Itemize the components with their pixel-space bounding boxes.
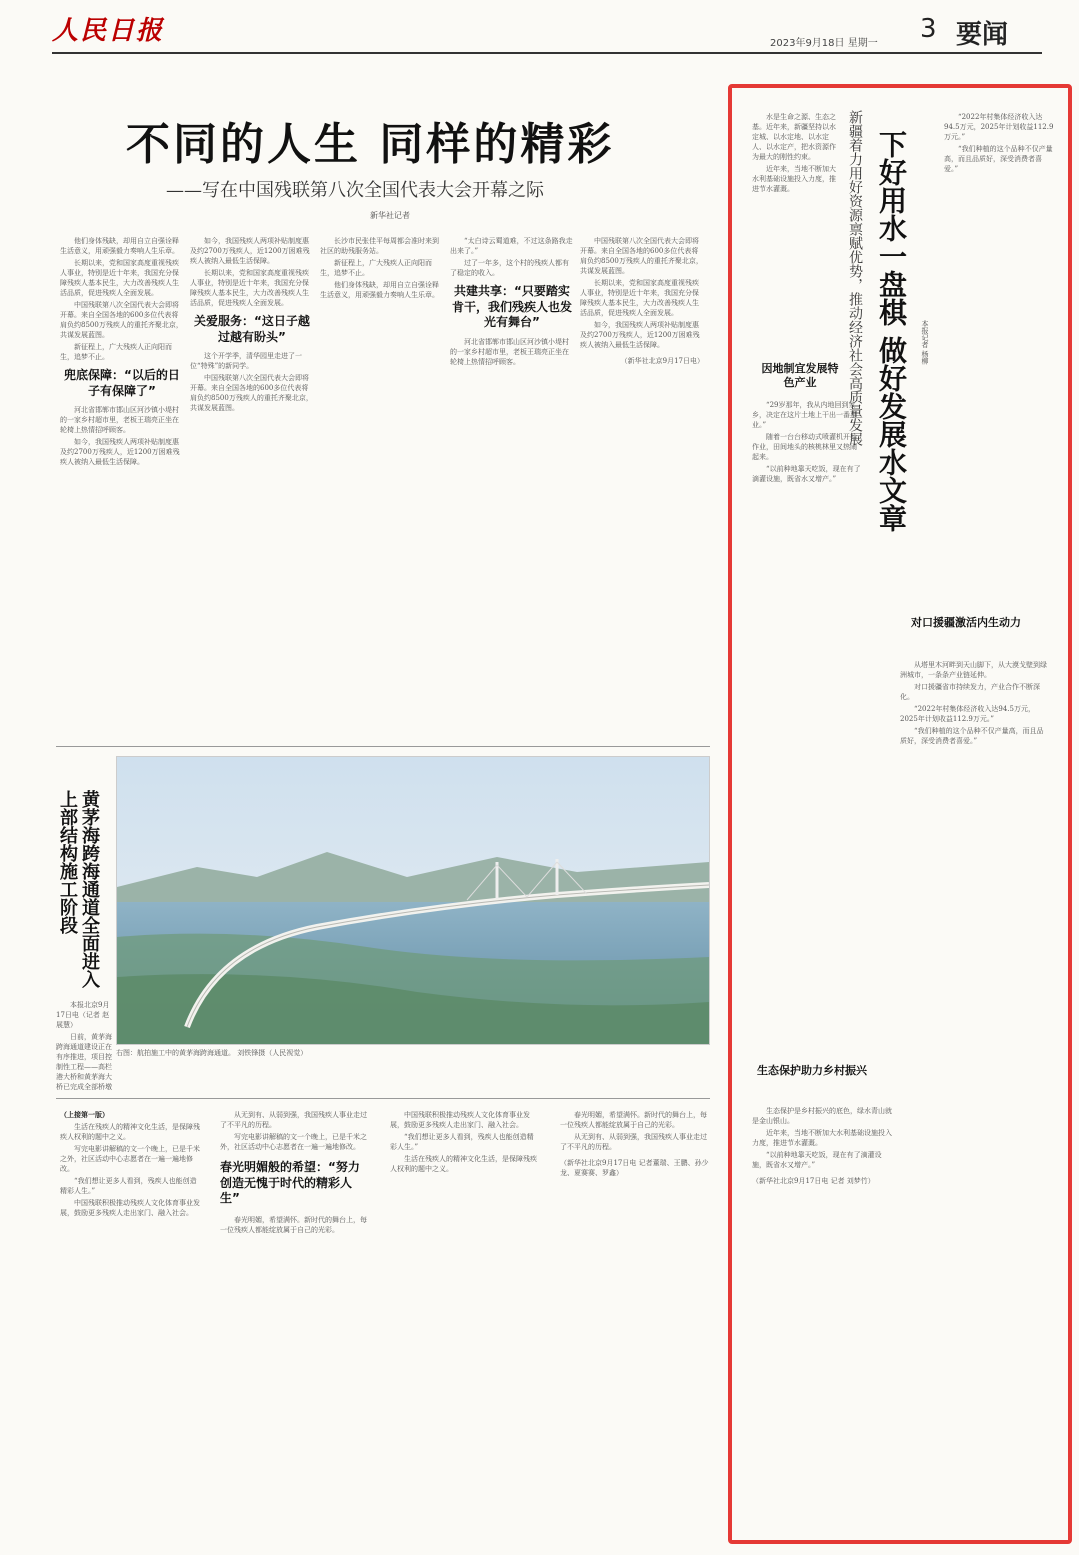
continued-column-2 bbox=[220, 1110, 370, 1540]
paragraph: 长沙市民张佳平每周都会准时来到社区的助残服务站。 bbox=[320, 237, 439, 255]
paragraph: 如今，我国残疾人两项补贴制度惠及约2700万残疾人，近1200万困难残疾人被纳入最低生活保障。 bbox=[60, 438, 180, 467]
continued-sign: （新华社北京9月17日电 记者董瑞、王鹏、孙少龙、夏赛赛、罗鑫） bbox=[560, 1159, 709, 1177]
right-column-top-1 bbox=[752, 112, 842, 382]
paragraph: 近年来，当地不断加大水利基础设施投入力度，推进节水灌溉。 bbox=[752, 1129, 892, 1147]
lead-subhead-1: 兜底保障：“以后的日子有保障了” bbox=[64, 368, 180, 398]
paragraph: 春光明媚，希望满怀。新时代的舞台上，每一位残疾人都能绽放属于自己的光彩。 bbox=[220, 1215, 367, 1234]
paragraph: 中国残联第八次全国代表大会即将开幕。来自全国各地的600多位代表将肩负约8500万残疾人的重托齐聚北京，共谋发展蓝图。 bbox=[580, 237, 703, 275]
photo-story-title[interactable]: 黄茅海跨海通道全面进入上部结构施工阶段 bbox=[57, 790, 100, 988]
paragraph: 随着一台台移动式喷灌机开始作业，田间地头的核桃林里又热闹起来。 bbox=[752, 433, 857, 461]
lead-article-sign: （新华社北京9月17日电） bbox=[620, 357, 704, 365]
photo-story-body bbox=[56, 1000, 114, 1090]
paragraph: 长期以来，党和国家高度重视残疾人事业，特别是近十年来，我国充分保障残疾人基本民生，大力改善残疾人生活品质，促进残疾人全面发展。 bbox=[580, 279, 699, 317]
paragraph: 如今，我国残疾人两项补贴制度惠及约2700万残疾人，近1200万困难残疾人被纳入最低生活保障。 bbox=[580, 321, 700, 349]
right-article-sign: （新华社北京9月17日电 记者 刘梦竹） bbox=[752, 1177, 875, 1185]
right-column-mid-1 bbox=[752, 400, 862, 1040]
paragraph: 写完电影讲解稿的文一个晚上，已是千米之外，社区活动中心志愿者在一遍一遍地修改。 bbox=[220, 1133, 367, 1151]
lead-subhead-2: 关爱服务：“这日子越过越有盼头” bbox=[194, 314, 310, 344]
paragraph: 中国残联积极推动残疾人文化体育事业发展，鼓励更多残疾人走出家门、融入社会。 bbox=[60, 1199, 200, 1217]
paragraph: “我们想让更多人看到，残疾人也能创造精彩人生。” bbox=[60, 1177, 197, 1195]
lead-article-byline: 新华社记者 bbox=[370, 211, 410, 220]
paragraph: 河北省邯郸市邯山区河沙镇小堤村的一家乡村超市里，老板王瑞亮正坐在轮椅上热情招呼顾客。 bbox=[450, 337, 569, 366]
paragraph: 中国残联积极推动残疾人文化体育事业发展，鼓励更多残疾人走出家门、融入社会。 bbox=[390, 1111, 530, 1129]
paragraph: 近年来，当地不断加大水利基础设施投入力度，推进节水灌溉。 bbox=[752, 165, 836, 193]
lead-article-subtitle: ——写在中国残联第八次全国代表大会开幕之际 bbox=[166, 180, 544, 201]
paragraph: 他们身体残缺，却用自立自强诠释生活意义，用顽强毅力奏响人生乐章。 bbox=[60, 237, 179, 255]
bridge-photo-illustration bbox=[117, 757, 709, 1044]
paragraph: 这个开学季，清华园里走进了一位“特殊”的新同学。 bbox=[190, 352, 302, 371]
paragraph: 过了一年多，这个村的残疾人都有了稳定的收入。 bbox=[450, 259, 569, 277]
lead-column-3 bbox=[320, 236, 444, 746]
section-divider bbox=[56, 746, 710, 747]
right-column-mid-2 bbox=[900, 660, 1050, 1530]
photo-caption: 右图：航拍施工中的黄茅海跨海通道。 刘铁锋摄（人民视觉） bbox=[116, 1049, 308, 1057]
lead-column-1 bbox=[60, 236, 184, 746]
paragraph: “2022年村集体经济收入达94.5万元，2025年计划收益112.9万元。” bbox=[900, 705, 1035, 723]
right-article-byline: 本报记者 杨柳 bbox=[921, 320, 929, 365]
issue-date: 2023年9月18日 星期一 bbox=[770, 38, 878, 49]
continued-head: （上接第一版） bbox=[60, 1110, 109, 1119]
continued-column-4 bbox=[560, 1110, 710, 1540]
paragraph: 他们身体残缺，却用自立自强诠释生活意义，用顽强毅力奏响人生乐章。 bbox=[320, 281, 439, 299]
paragraph: “我们种植的这个品种不仅产量高，而且品质好，深受消费者喜爱。” bbox=[900, 727, 1044, 745]
continued-column-1 bbox=[60, 1110, 200, 1540]
paragraph: “2022年村集体经济收入达94.5万元，2025年计划收益112.9万元。” bbox=[944, 113, 1054, 141]
paragraph: 从塔里木河畔到天山脚下，从大漠戈壁到绿洲城市，一条条产业链延伸。 bbox=[900, 661, 1047, 679]
paragraph: 中国残联第八次全国代表大会即将开幕。来自全国各地的600多位代表将肩负约8500万残疾人的重托齐聚北京，共谋发展蓝图。 bbox=[60, 301, 183, 339]
paragraph: 如今，我国残疾人两项补贴制度惠及约2700万残疾人，近1200万困难残疾人被纳入最低生活保障。 bbox=[190, 237, 310, 265]
paragraph: “太白诗云蜀道难，不过这条路我走出来了。” bbox=[450, 237, 573, 255]
right-column-bottom bbox=[752, 1106, 892, 1526]
masthead-rule bbox=[52, 52, 1042, 54]
paragraph: 生态保护是乡村振兴的底色，绿水青山就是金山银山。 bbox=[752, 1107, 892, 1125]
paragraph: 本报北京9月17日电（记者 赵展慧） bbox=[56, 1001, 110, 1029]
lead-column-2 bbox=[190, 236, 314, 746]
paragraph: 生活在残疾人的精神文化生活，是保障残疾人权利的题中之义。 bbox=[390, 1155, 537, 1173]
paragraph: 写完电影讲解稿的文一个晚上，已是千米之外，社区活动中心志愿者在一遍一遍地修改。 bbox=[60, 1145, 200, 1173]
paragraph: 中国残联第八次全国代表大会即将开幕。来自全国各地的600多位代表将肩负约8500万残疾人的重托齐聚北京，共谋发展蓝图。 bbox=[190, 374, 313, 413]
lead-column-5 bbox=[580, 236, 704, 746]
right-column-top-2 bbox=[944, 112, 1054, 612]
right-article-title[interactable]: 下好用水一盘棋 做好发展水文章 bbox=[875, 130, 908, 532]
paragraph: 水是生命之源、生态之基。近年来，新疆坚持以水定城、以水定地、以水定人、以水定产，把水资源作为最大的刚性约束。 bbox=[752, 113, 836, 161]
page-number: 3 bbox=[920, 14, 937, 44]
right-subhead-2: 生态保护助力乡村振兴 bbox=[757, 1064, 867, 1077]
section-title: 要闻 bbox=[956, 20, 1009, 50]
paragraph: 对口援疆省市持续发力，产业合作不断深化。 bbox=[900, 683, 1040, 701]
paragraph: 新征程上，广大残疾人正向阳而生，追梦不止。 bbox=[320, 259, 432, 277]
continued-column-3 bbox=[390, 1110, 540, 1540]
paragraph: 生活在残疾人的精神文化生活，是保障残疾人权利的题中之义。 bbox=[60, 1123, 200, 1141]
lead-article-title[interactable]: 不同的人生 同样的精彩 bbox=[126, 119, 615, 170]
paragraph: 长期以来，党和国家高度重视残疾人事业，特别是近十年来，我国充分保障残疾人基本民生，大力改善残疾人生活品质，促进残疾人全面发展。 bbox=[190, 269, 309, 307]
paragraph: “我们想让更多人看到，残疾人也能创造精彩人生。” bbox=[390, 1133, 534, 1151]
paragraph: 长期以来，党和国家高度重视残疾人事业，特别是近十年来，我国充分保障残疾人基本民生，大力改善残疾人生活品质，促进残疾人全面发展。 bbox=[60, 259, 179, 297]
bridge-aerial-photo[interactable] bbox=[116, 756, 710, 1045]
right-article-subtitle: 新疆着力用好资源禀赋优势，推动经济社会高质量发展 bbox=[847, 110, 863, 446]
paragraph: “以前种地靠天吃饭，现在有了滴灌设施，既省水又增产。” bbox=[752, 465, 861, 483]
paragraph: “29岁那年，我从内地回到家乡，决定在这片土地上干出一番事业。” bbox=[752, 401, 857, 429]
right-subhead-1: 因地制宜发展特色产业 bbox=[761, 362, 839, 390]
continued-subhead: 春光明媚般的希望：“努力创造无愧于时代的精彩人生” bbox=[220, 1160, 360, 1206]
lead-subhead-3: 共建共享：“只要踏实肯干，我们残疾人也发光有舞台” bbox=[451, 284, 572, 330]
paragraph: 春光明媚，希望满怀。新时代的舞台上，每一位残疾人都能绽放属于自己的光彩。 bbox=[560, 1111, 707, 1129]
lead-column-4 bbox=[450, 236, 574, 746]
paragraph: 从无到有、从弱到强，我国残疾人事业走过了不平凡的历程。 bbox=[560, 1133, 707, 1151]
section-divider bbox=[56, 1098, 710, 1099]
paragraph: 从无到有、从弱到强，我国残疾人事业走过了不平凡的历程。 bbox=[220, 1111, 367, 1129]
paragraph: “我们种植的这个品种不仅产量高，而且品质好，深受消费者喜爱。” bbox=[944, 145, 1053, 173]
paragraph: 河北省邯郸市邯山区河沙镇小堤村的一家乡村超市里，老板王瑞亮正坐在轮椅上热情招呼顾客。 bbox=[60, 406, 179, 435]
newspaper-logo: 人民日报 bbox=[52, 16, 165, 46]
paragraph: 新征程上，广大残疾人正向阳而生，追梦不止。 bbox=[60, 343, 172, 361]
paragraph: 日前，黄茅海跨海通道建设正在有序推进，项目控制性工程——高栏港大桥和黄茅海大桥已完成全部桥墩 bbox=[56, 1033, 112, 1090]
paragraph: “以前种地靠天吃饭，现在有了滴灌设施，既省水又增产。” bbox=[752, 1151, 882, 1169]
right-subhead-3: 对口援疆激活内生动力 bbox=[911, 616, 1021, 629]
